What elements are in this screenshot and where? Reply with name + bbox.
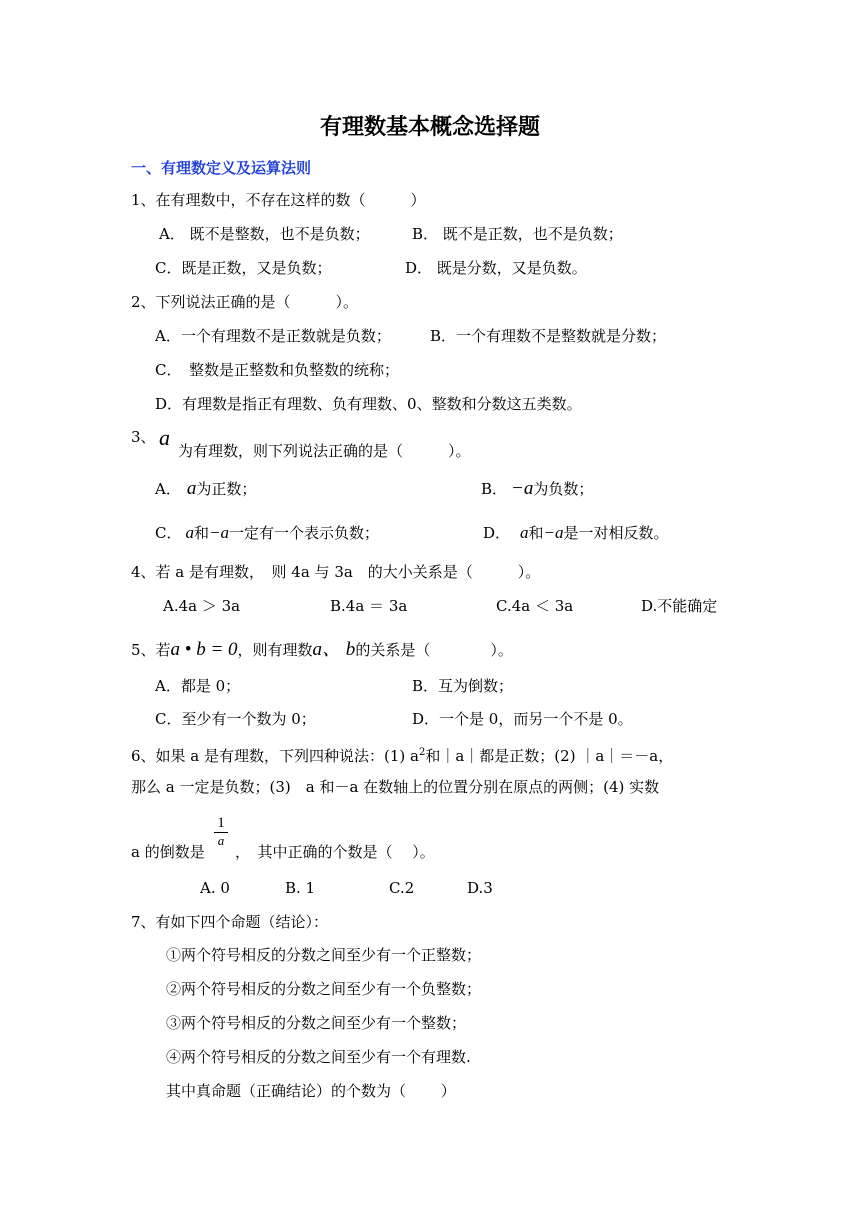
stem-prefix: 5、若 [131,641,171,659]
question-5-option-c: C．至少有一个数为 0； [155,710,316,728]
fraction-denominator: a [217,833,225,848]
question-2-option-c: C． 整数是正整数和负整数的统称； [155,361,399,379]
question-6-option-a: A. 0 [200,879,230,897]
question-1-option-a: A． 既不是整数，也不是负数； [159,225,370,243]
option-math: a [520,523,529,542]
option-connector: 和 [193,524,209,542]
stem-suffix: 的关系是（ ）。 [355,641,513,659]
stem-math-2: a、 b [312,639,356,660]
question-5-option-b: B．互为倒数； [412,677,514,695]
question-5-option-a: A．都是 0； [155,677,241,695]
question-1-option-b: B． 既不是正数，也不是负数； [412,225,623,243]
question-6-line-3-prefix: a 的倒数是 [131,843,205,861]
question-4-option-b: B.4a ＝ 3a [330,597,408,615]
question-3-number: 3、 [131,428,156,446]
section-heading: 一、有理数定义及运算法则 [131,159,312,177]
question-7-item: ④两个符号相反的分数之间至少有一个有理数. [166,1048,471,1066]
question-3-option-a [155,479,256,499]
question-3-option-d [483,523,669,543]
question-1-option-c: C．既是正数，又是负数； [155,259,332,277]
fraction-numerator: 1 [217,815,225,831]
option-math: a [186,478,197,499]
question-6-line-2: 那么 a 一定是负数；(3) a 和－a 在数轴上的位置分别在原点的两侧；(4) 实数 [131,778,660,796]
option-label: C． [155,524,182,542]
question-6-line-1 [131,743,673,766]
question-4-option-d: D.不能确定 [641,597,718,615]
option-math-2: −a [543,523,564,542]
option-text: 为正数； [196,480,257,498]
question-7-item: ①两个符号相反的分数之间至少有一个正整数； [166,946,482,964]
option-text: 一定有一个表示负数； [228,524,379,542]
line-suffix: 和｜a｜都是正数；(2) ｜a｜＝－a， [425,747,674,765]
stem-middle: ，则有理数 [237,641,313,659]
option-math-2: −a [209,523,229,542]
option-text: 为负数； [533,480,594,498]
superscript: 2 [418,747,426,758]
question-5-option-d: D．一个是 0，而另一个不是 0。 [412,710,633,728]
line-prefix: 6、如果 a 是有理数，下列四种说法：(1) a [131,747,419,765]
option-label: A． [155,480,181,498]
question-2-option-a: A．一个有理数不是正数就是负数； [155,327,391,345]
question-3-option-c [155,523,379,543]
question-4-option-c: C.4a ＜ 3a [496,597,574,615]
question-3-variable: a [159,425,170,450]
question-3-option-b [481,479,593,499]
reciprocal-fraction [214,815,228,848]
stem-math: a • b = 0 [170,639,238,660]
question-6-option-c: C.2 [389,879,415,897]
option-connector: 和 [528,524,544,542]
question-3-stem: 为有理数，则下列说法正确的是（ ）。 [178,442,471,460]
question-5-stem [131,640,513,660]
question-4-option-a: A.4a ＞ 3a [163,597,241,615]
question-1-stem: 1、在有理数中，不存在这样的数（ ） [131,191,426,209]
option-label: B． [481,480,508,498]
option-text: 是一对相反数。 [563,524,669,542]
question-6-line-3-suffix: ， 其中正确的个数是（ ）。 [235,843,435,861]
option-math: a [185,523,194,542]
question-1-option-d: D． 既是分数，又是负数。 [405,259,587,277]
question-2-option-b: B．一个有理数不是整数就是分数； [430,327,667,345]
question-4-stem: 4、若 a 是有理数， 则 4a 与 3a 的大小关系是（ ）。 [131,563,541,581]
question-6-option-b: B. 1 [285,879,316,897]
page-title: 有理数基本概念选择题 [319,115,540,140]
question-2-stem: 2、下列说法正确的是（ ）。 [131,293,359,311]
question-6-option-d: D.3 [467,879,493,897]
question-7-tail: 其中真命题（正确结论）的个数为（ ） [166,1082,456,1100]
question-7-stem: 7、有如下四个命题（结论）： [131,913,329,931]
question-7-item: ②两个符号相反的分数之间至少有一个负整数； [166,980,482,998]
question-2-option-d: D．有理数是指正有理数、负有理数、0、整数和分数这五类数。 [155,395,582,413]
option-label: D． [483,524,511,542]
question-7-item: ③两个符号相反的分数之间至少有一个整数； [166,1014,467,1032]
option-math: −a [511,478,534,499]
